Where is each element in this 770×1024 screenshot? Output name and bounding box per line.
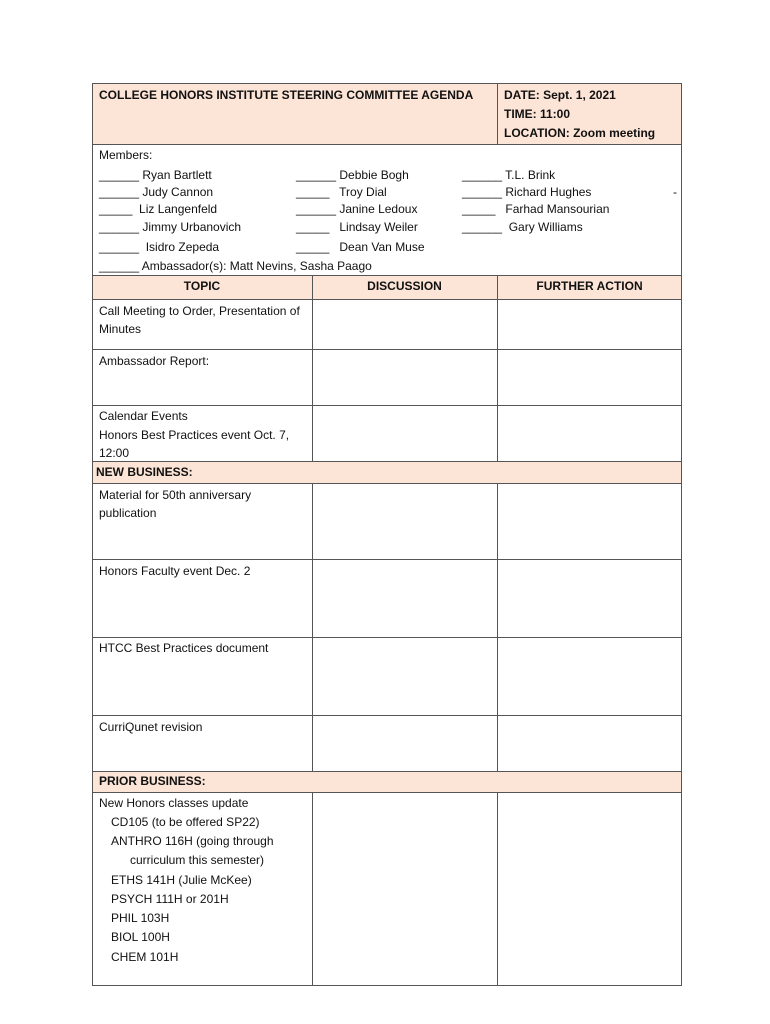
- divider: [92, 637, 682, 638]
- list-item: PHIL 103H: [111, 911, 170, 925]
- new-business-heading: NEW BUSINESS:: [96, 465, 193, 479]
- divider: [497, 483, 498, 771]
- list-item: CD105 (to be offered SP22): [111, 815, 260, 829]
- agenda-title: COLLEGE HONORS INSTITUTE STEERING COMMITTEE AGENDA: [99, 88, 474, 102]
- divider: [92, 349, 682, 350]
- member-entry: _____ Troy Dial: [296, 185, 387, 199]
- topic-cell: Calendar Events: [99, 409, 188, 423]
- member-entry: _____ Dean Van Muse: [296, 240, 425, 254]
- divider: [92, 483, 682, 484]
- topic-cell: Call Meeting to Order, Presentation of Minutes: [99, 304, 300, 336]
- meeting-location: LOCATION: Zoom meeting: [504, 126, 656, 140]
- member-entry: ______ Gary Williams: [462, 220, 583, 234]
- topic-cell: Material for 50th anniversary publication: [99, 488, 252, 520]
- divider: [312, 483, 313, 771]
- topic-cell: New Honors classes update: [99, 796, 249, 810]
- column-header-further-action: FURTHER ACTION: [536, 279, 643, 293]
- divider: [497, 83, 498, 144]
- member-entry: _____ Farhad Mansourian: [462, 202, 610, 216]
- topic-cell: Honors Faculty event Dec. 2: [99, 564, 251, 578]
- divider: [92, 144, 682, 145]
- list-item: curriculum this semester): [130, 853, 265, 867]
- member-entry: ______ Jimmy Urbanovich: [99, 220, 242, 234]
- meeting-date: DATE: Sept. 1, 2021: [504, 88, 616, 102]
- list-item: CHEM 101H: [111, 950, 179, 964]
- topic-cell: Ambassador Report:: [99, 354, 210, 368]
- column-header-topic: TOPIC: [183, 279, 221, 293]
- member-entry: ______ Debbie Bogh: [296, 168, 409, 182]
- topic-cell: Honors Best Practices event Oct. 7, 12:00: [99, 428, 290, 460]
- prior-business-heading: PRIOR BUSINESS:: [99, 774, 206, 788]
- agenda-document: [92, 83, 682, 986]
- divider: [497, 275, 498, 461]
- list-item: PSYCH 111H or 201H: [111, 892, 229, 906]
- divider: [92, 559, 682, 560]
- meeting-time: TIME: 11:00: [504, 107, 571, 121]
- topic-cell: HTCC Best Practices document: [99, 641, 269, 655]
- stray-dash: -: [673, 185, 677, 199]
- divider: [312, 792, 313, 986]
- divider: [92, 715, 682, 716]
- member-entry: ______ Richard Hughes: [462, 185, 592, 199]
- member-entry: ______ T.L. Brink: [462, 168, 556, 182]
- list-item: BIOL 100H: [111, 930, 170, 944]
- topic-cell: CurriQunet revision: [99, 720, 203, 734]
- member-entry: _____ Liz Langenfeld: [99, 202, 218, 216]
- member-entry: ______ Isidro Zepeda: [99, 240, 220, 254]
- list-item: ETHS 141H (Julie McKee): [111, 873, 252, 887]
- divider: [497, 792, 498, 986]
- divider: [92, 299, 682, 300]
- member-entry: ______ Judy Cannon: [99, 185, 214, 199]
- column-header-discussion: DISCUSSION: [367, 279, 442, 293]
- divider: [92, 792, 682, 793]
- members-label: Members:: [99, 148, 153, 162]
- ambassadors-entry: ______ Ambassador(s): Matt Nevins, Sasha Paago: [99, 259, 372, 273]
- divider: [312, 275, 313, 461]
- divider: [92, 405, 682, 406]
- member-entry: _____ Lindsay Weiler: [296, 220, 418, 234]
- member-entry: ______ Janine Ledoux: [296, 202, 418, 216]
- member-entry: ______ Ryan Bartlett: [99, 168, 212, 182]
- list-item: ANTHRO 116H (going through: [111, 834, 274, 848]
